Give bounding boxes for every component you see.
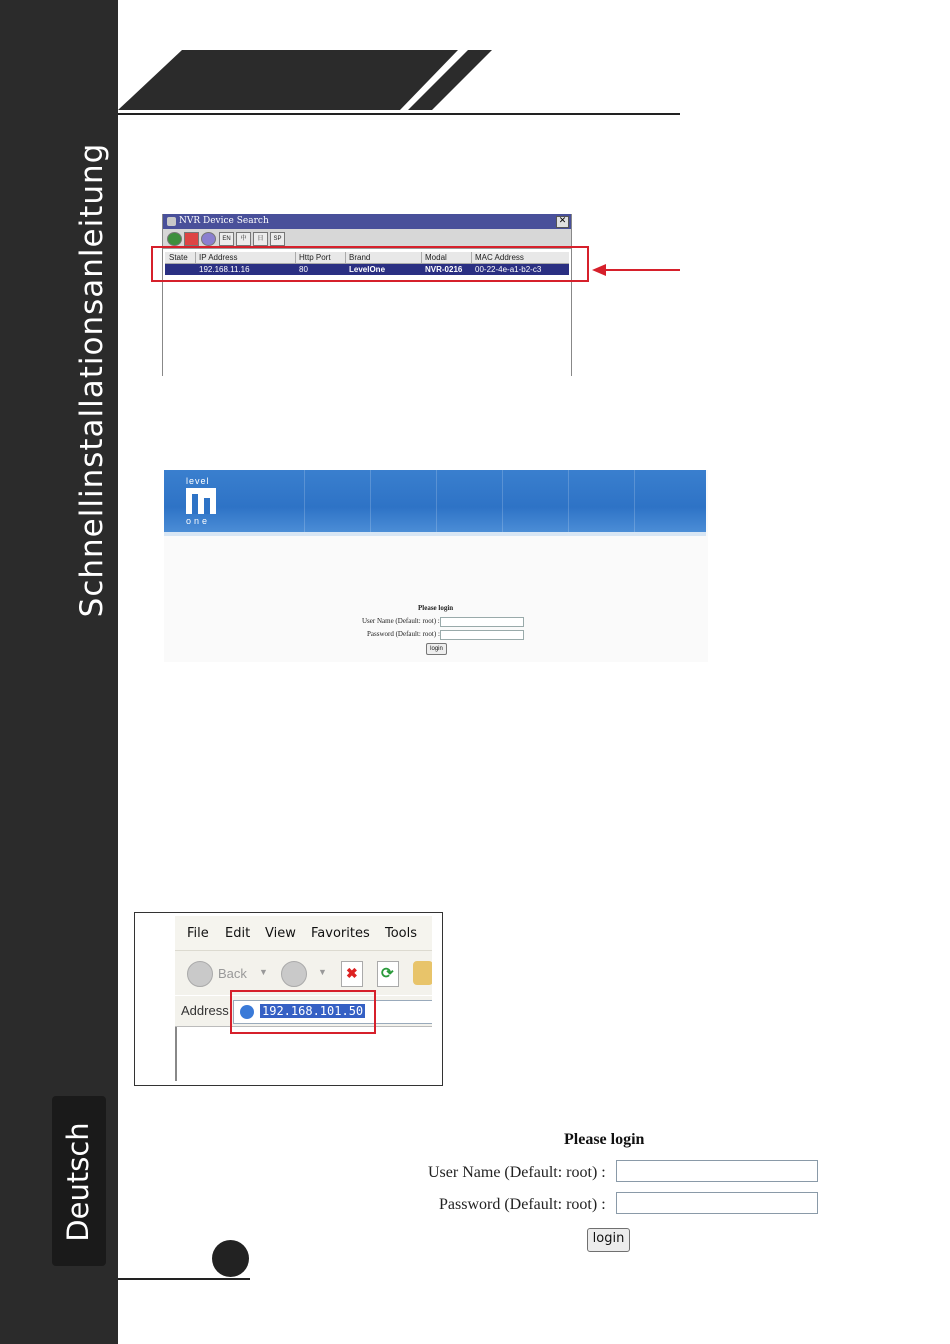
back-button-label[interactable]: Back [218, 966, 247, 981]
menu-edit[interactable]: Edit [225, 926, 251, 941]
row-highlight [151, 246, 589, 282]
model-cell: NVR-0216 [425, 265, 463, 274]
lang-zh-button[interactable]: 中 [236, 232, 251, 246]
username-label: User Name (Default: root) : [428, 1164, 606, 1181]
levelone-logo [184, 476, 244, 528]
banner-panel [436, 470, 503, 532]
banner-panel [304, 470, 371, 532]
password-label: Password (Default: root) : [439, 1196, 606, 1213]
banner-strip [164, 532, 706, 536]
header-decoration [118, 0, 718, 130]
back-arrow-icon[interactable] [187, 961, 213, 987]
banner-panel [568, 470, 635, 532]
menu-view[interactable]: View [265, 926, 296, 941]
levelone-banner [164, 470, 706, 532]
column-header[interactable]: State [169, 252, 196, 263]
column-header[interactable]: Http Port [299, 252, 346, 263]
menu-favorites[interactable]: Favorites [311, 926, 370, 941]
lang-jp-button[interactable]: 日 [253, 232, 268, 246]
menu-tools[interactable]: Tools [385, 926, 418, 941]
url-text[interactable]: 192.168.101.50 [262, 1004, 364, 1018]
browser-menubar [175, 916, 432, 951]
pointer-arrow [592, 260, 682, 280]
login-form [400, 1120, 840, 1260]
footer-rule [118, 1278, 250, 1280]
port-cell: 80 [299, 265, 308, 274]
header-rule [118, 113, 680, 115]
banner-panel [634, 470, 701, 532]
login-button[interactable]: login [587, 1228, 630, 1252]
sidebar-title: Schnellinstallationsanleitung [74, 142, 110, 618]
url-highlight [230, 990, 376, 1034]
preview-login-button[interactable]: login [426, 643, 447, 655]
lang-sp-button[interactable]: SP [270, 232, 285, 246]
device-search-title: NVR Device Search [179, 216, 269, 226]
stop-icon[interactable] [184, 232, 199, 246]
logo-text-bottom: one [186, 516, 211, 526]
banner-panel [502, 470, 569, 532]
browser-content [175, 1027, 432, 1081]
mac-cell: 00-22-4e-a1-b2-c3 [475, 265, 542, 274]
brand-cell: LevelOne [349, 265, 386, 274]
refresh-icon[interactable]: ⟳ [377, 961, 399, 987]
home-icon[interactable] [413, 961, 432, 985]
banner-panel [370, 470, 437, 532]
preview-username-input[interactable] [440, 617, 524, 627]
column-header[interactable]: IP Address [199, 252, 296, 263]
chevron-down-icon[interactable]: ▼ [318, 967, 327, 977]
refresh-icon[interactable] [167, 232, 182, 246]
app-icon [167, 217, 176, 226]
preview-username-label: User Name (Default: root) : [362, 617, 440, 625]
login-page-preview [164, 470, 708, 662]
page-number-dot [212, 1240, 249, 1277]
ip-cell: 192.168.11.16 [199, 265, 250, 274]
forward-arrow-icon[interactable] [281, 961, 307, 987]
preview-password-label: Password (Default: root) : [367, 630, 440, 638]
browser-toolbar [175, 951, 432, 995]
device-search-window [162, 214, 572, 376]
device-search-titlebar [163, 214, 571, 229]
logo-text-top: level [186, 476, 210, 486]
close-icon[interactable]: ✕ [556, 216, 569, 228]
logo-mark [186, 488, 216, 514]
globe-icon[interactable] [201, 232, 216, 246]
lang-en-button[interactable]: EN [219, 232, 234, 246]
language-tab-label: Deutsch [61, 1122, 95, 1242]
stop-icon[interactable]: ✖ [341, 961, 363, 987]
column-header[interactable]: MAC Address [475, 253, 524, 262]
username-input[interactable] [616, 1160, 818, 1182]
column-header[interactable]: Brand [349, 252, 422, 263]
preview-password-input[interactable] [440, 630, 524, 640]
menu-file[interactable]: File [187, 926, 209, 941]
column-header[interactable]: Modal [425, 252, 472, 263]
login-title: Please login [564, 1131, 645, 1148]
password-input[interactable] [616, 1192, 818, 1214]
preview-login-title: Please login [418, 604, 454, 612]
address-label: Address [181, 1003, 229, 1018]
chevron-down-icon[interactable]: ▼ [259, 967, 268, 977]
